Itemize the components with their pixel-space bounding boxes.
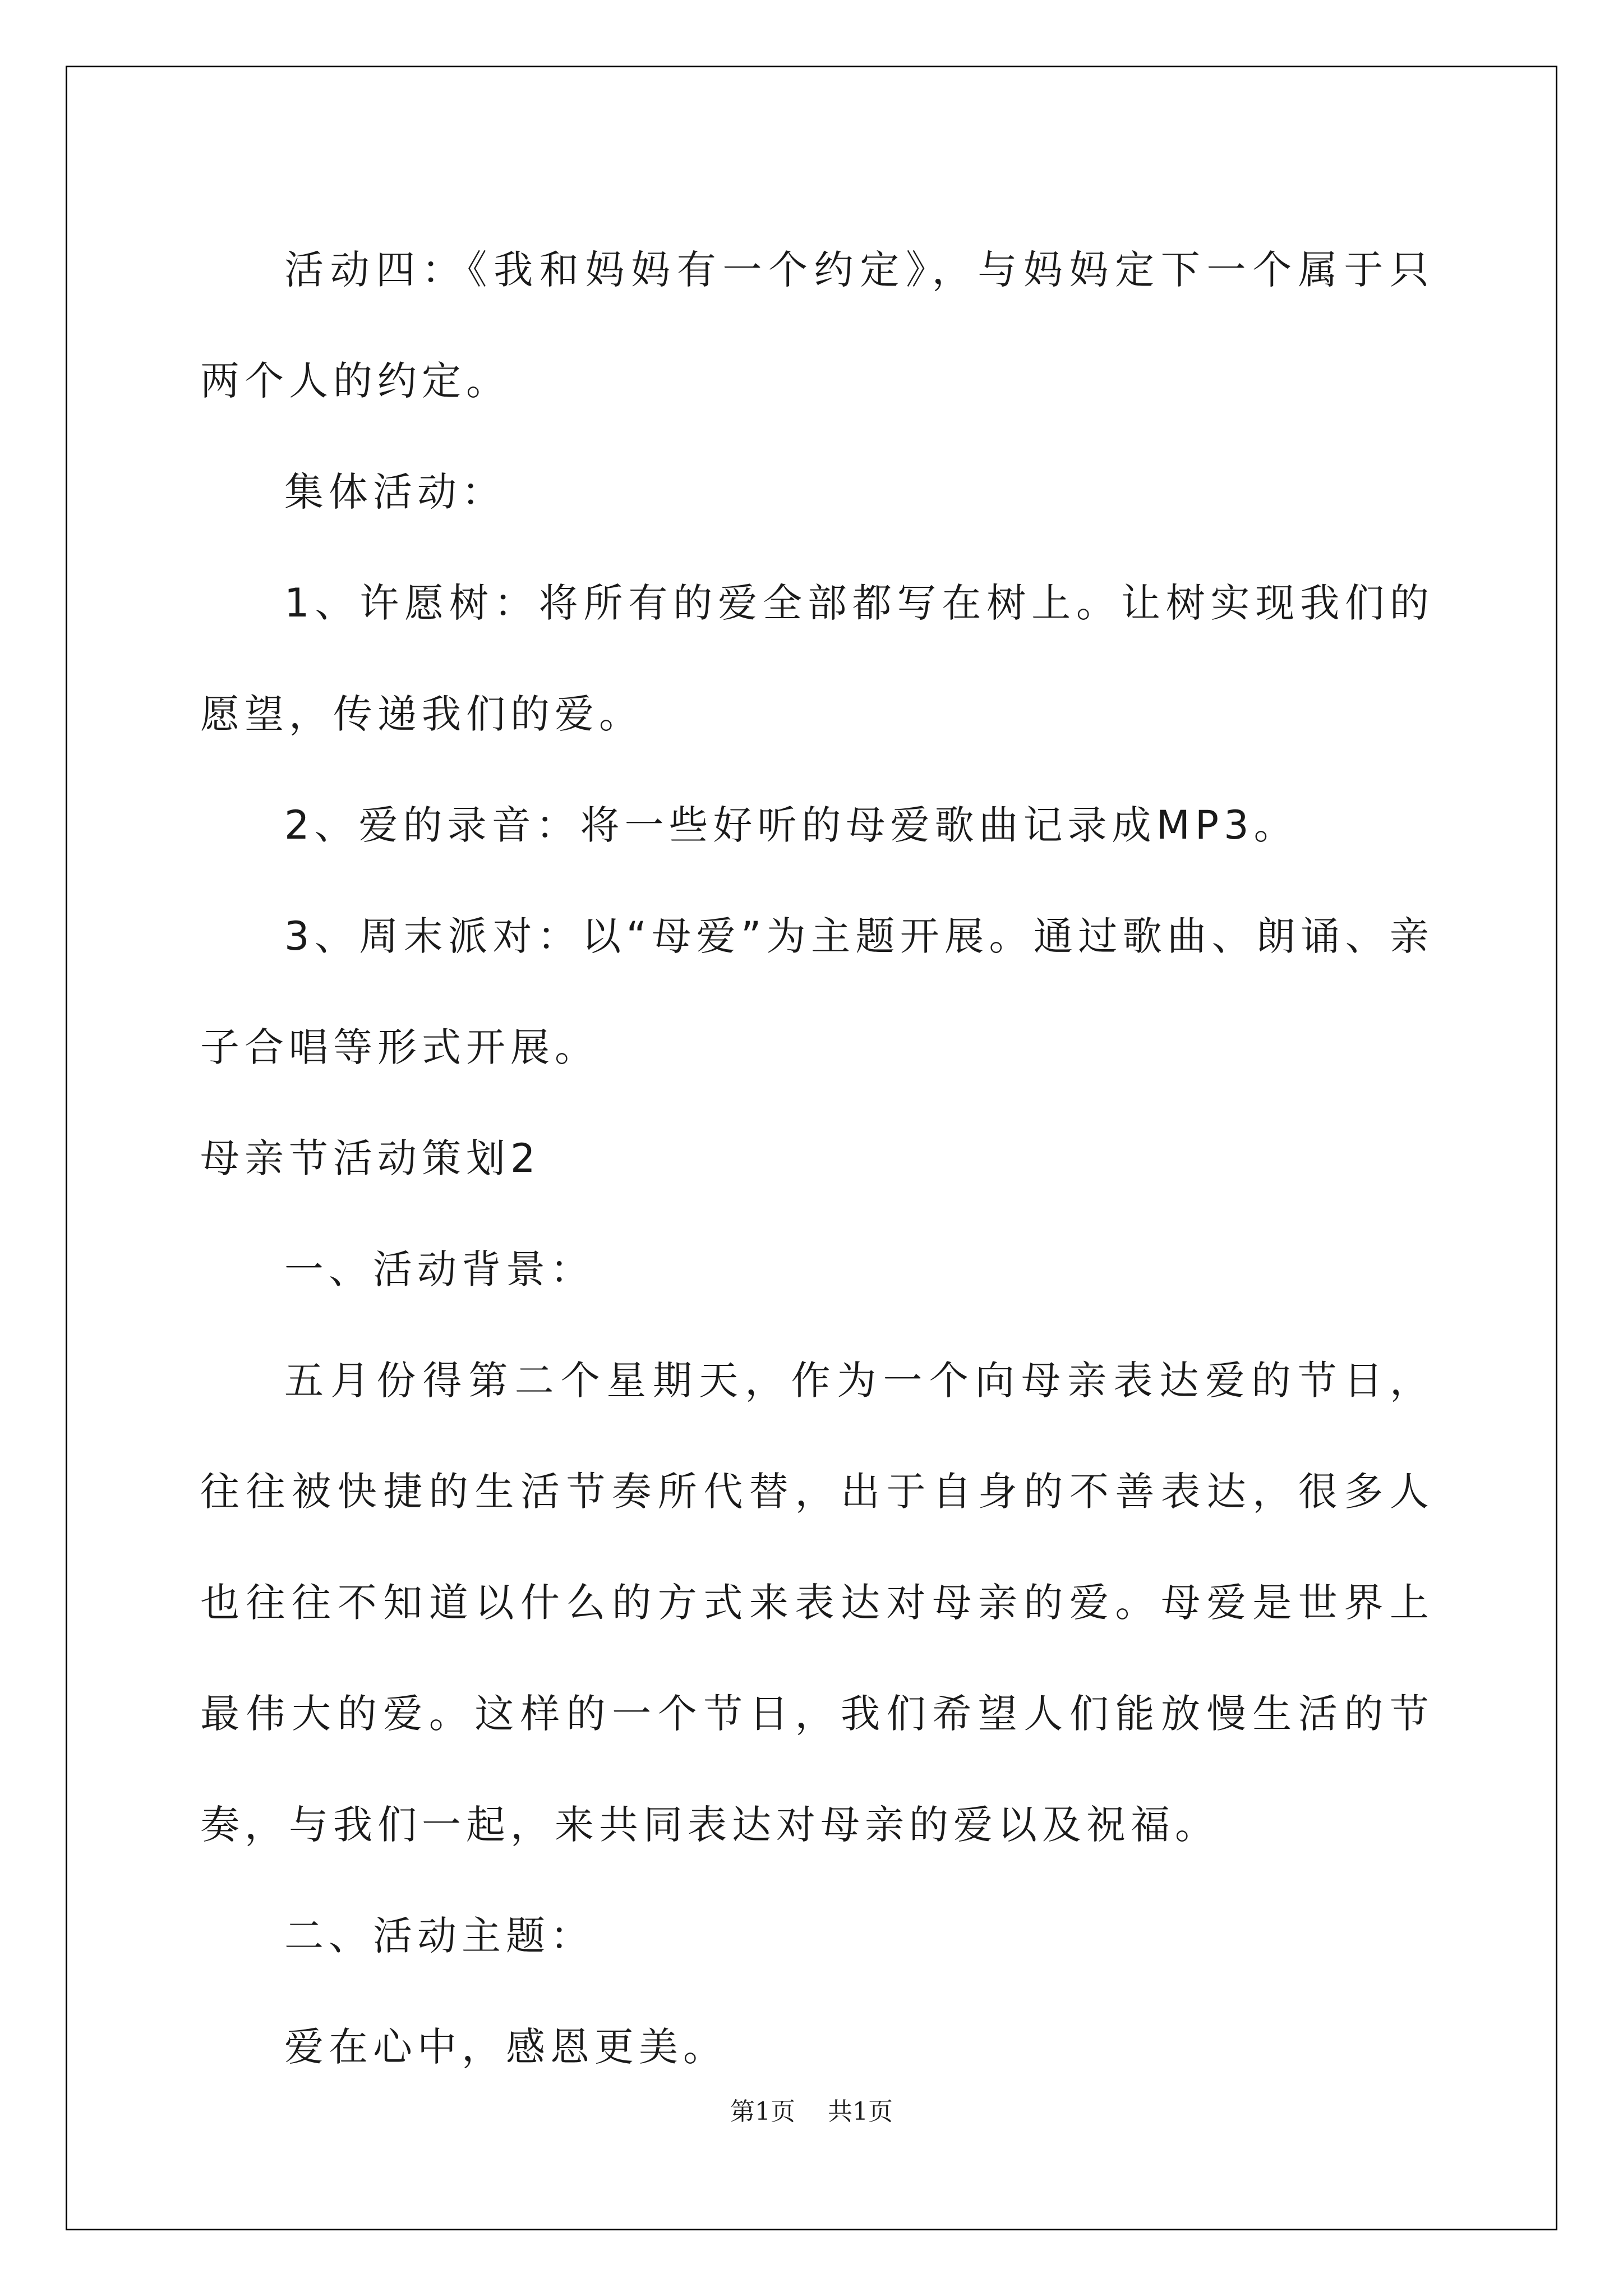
paragraph-love-recording: 2、爱的录音：将一些好听的母爱歌曲记录成MP3。	[284, 802, 1298, 848]
page-number: 第1页	[730, 2097, 795, 2126]
paragraph-background-text: 五月份得第二个星期天，作为一个向母亲表达爱的节日，往往被快捷的生活节奏所代替，出于自身的不善表达，很多人也往往不知道以什么的方式来表达对母亲的爱。母爱是世界上最伟大的爱。这样的一个节日，我们希望人们能放慢生活的节奏，与我们一起，来共同表达对母亲的爱以及祝福。	[200, 1358, 1434, 1848]
document-body	[200, 214, 1434, 2102]
heading-activity-background: 一、活动背景：	[284, 1246, 594, 1292]
paragraph-activity-four: 活动四：《我和妈妈有一个约定》，与妈妈定下一个属于只两个人的约定。	[200, 247, 1434, 404]
page-total: 共1页	[828, 2097, 893, 2126]
paragraph-wishing-tree: 1、许愿树：将所有的爱全部都写在树上。让树实现我们的愿望，传递我们的爱。	[200, 580, 1434, 737]
heading-activity-theme: 二、活动主题：	[284, 1913, 594, 1959]
section-title-plan-2: 母亲节活动策划2	[200, 1135, 541, 1181]
paragraph-theme-text: 爱在心中，感恩更美。	[284, 2024, 727, 2070]
paragraph-weekend-party: 3、周末派对：以“母爱”为主题开展。通过歌曲、朗诵、亲子合唱等形式开展。	[200, 913, 1434, 1070]
paragraph-group-activities-heading: 集体活动：	[284, 469, 506, 515]
page-footer	[0, 2095, 1623, 2129]
